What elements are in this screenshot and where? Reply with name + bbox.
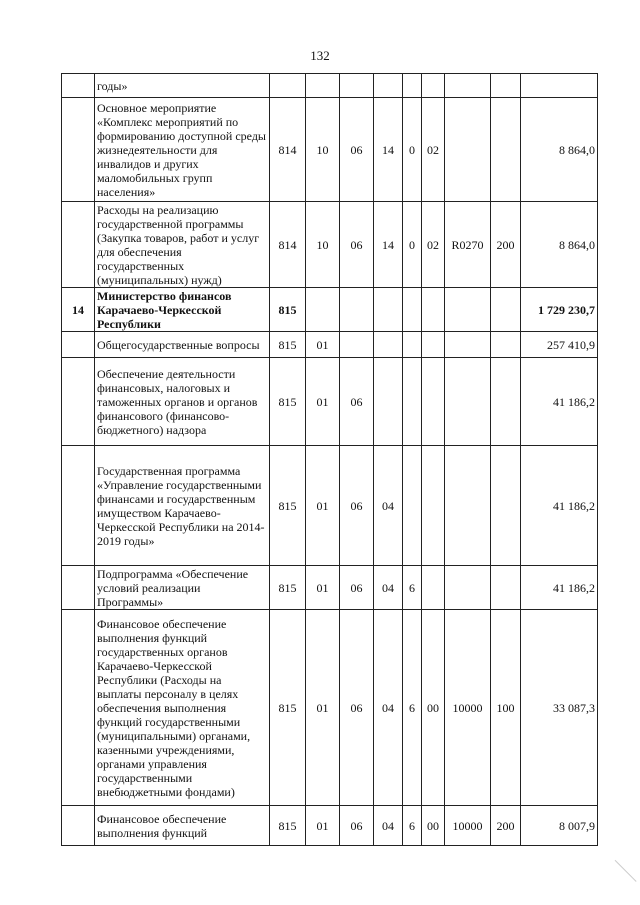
cell-amount: 8 864,0 (521, 98, 598, 202)
cell-target-program: 04 (374, 446, 403, 566)
table-row (62, 98, 598, 202)
cell-target-event: 02 (422, 98, 445, 202)
row-number (62, 202, 95, 288)
table-row (62, 332, 598, 358)
row-number (62, 806, 95, 846)
cell-target-program (374, 358, 403, 446)
cell-target-program: 04 (374, 806, 403, 846)
page-number: 132 (310, 48, 330, 63)
row-name: Подпрограмма «Обеспечение условий реализации Программы» (95, 566, 270, 610)
cell-target-direction (445, 358, 491, 446)
row-name: Основное мероприятие «Комплекс мероприятий по формированию доступной среды жизнедеятельности для инвалидов и других маломобильных групп населения» (95, 98, 270, 202)
cell-amount (521, 74, 598, 98)
cell-subsection-code: 06 (340, 566, 374, 610)
row-name: Расходы на реализацию государственной программы (Закупка товаров, работ и услуг для обеспечения государственных (муниципальных) нужд) (95, 202, 270, 288)
cell-target-subprogram: 6 (403, 566, 422, 610)
cell-target-subprogram: 6 (403, 806, 422, 846)
table-row (62, 566, 598, 610)
table-row (62, 74, 598, 98)
row-name: годы» (95, 74, 270, 98)
cell-subsection-code: 06 (340, 98, 374, 202)
cell-ministry-code: 815 (270, 806, 306, 846)
cell-amount: 257 410,9 (521, 332, 598, 358)
cell-target-program: 14 (374, 202, 403, 288)
row-name: Министерство финансов Карачаево-Черкесской Республики (95, 288, 270, 332)
cell-target-program: 14 (374, 98, 403, 202)
row-name: Государственная программа «Управление государственными финансами и государственным имуществом Карачаево-Черкесской Республики на 2014-2019 годы» (95, 446, 270, 566)
table-row (62, 610, 598, 806)
cell-target-event (422, 332, 445, 358)
cell-section-code: 01 (306, 332, 340, 358)
cell-amount: 33 087,3 (521, 610, 598, 806)
cell-amount: 41 186,2 (521, 358, 598, 446)
cell-ministry-code: 814 (270, 202, 306, 288)
cell-target-subprogram: 0 (403, 98, 422, 202)
cell-target-event: 00 (422, 610, 445, 806)
cell-expense-type: 200 (491, 202, 521, 288)
cell-section-code: 10 (306, 98, 340, 202)
cell-subsection-code (340, 332, 374, 358)
cell-target-subprogram: 0 (403, 202, 422, 288)
cell-target-subprogram (403, 446, 422, 566)
cell-expense-type (491, 446, 521, 566)
row-number (62, 74, 95, 98)
cell-ministry-code: 815 (270, 288, 306, 332)
row-number (62, 446, 95, 566)
cell-section-code: 01 (306, 610, 340, 806)
cell-target-event (422, 74, 445, 98)
cell-subsection-code: 06 (340, 806, 374, 846)
row-name: Обеспечение деятельности финансовых, налоговых и таможенных органов и органов финансового (финансово-бюджетного) надзора (95, 358, 270, 446)
cell-target-program: 04 (374, 566, 403, 610)
cell-target-direction (445, 566, 491, 610)
cell-target-direction (445, 98, 491, 202)
row-number (62, 610, 95, 806)
row-name: Финансовое обеспечение выполнения функций государственных органов Карачаево-Черкесской Республики (Расходы на выплаты персоналу в целях обеспечения выполнения функций государственными (муниципальными) органами, казенными учреждениями, органами управления государственными внебюджетными фондами) (95, 610, 270, 806)
cell-section-code (306, 288, 340, 332)
cell-target-subprogram (403, 74, 422, 98)
cell-expense-type (491, 566, 521, 610)
row-number (62, 332, 95, 358)
cell-target-event: 02 (422, 202, 445, 288)
cell-target-event: 00 (422, 806, 445, 846)
cell-ministry-code: 815 (270, 566, 306, 610)
cell-expense-type (491, 358, 521, 446)
cell-expense-type (491, 98, 521, 202)
row-number (62, 358, 95, 446)
cell-subsection-code: 06 (340, 446, 374, 566)
cell-section-code: 01 (306, 358, 340, 446)
cell-target-direction: 10000 (445, 610, 491, 806)
cell-ministry-code: 815 (270, 358, 306, 446)
cell-expense-type (491, 74, 521, 98)
cell-amount: 41 186,2 (521, 446, 598, 566)
cell-target-subprogram (403, 288, 422, 332)
table-row (62, 202, 598, 288)
row-name: Общегосударственные вопросы (95, 332, 270, 358)
cell-amount: 41 186,2 (521, 566, 598, 610)
cell-section-code (306, 74, 340, 98)
cell-expense-type (491, 332, 521, 358)
table-row (62, 446, 598, 566)
table-row (62, 358, 598, 446)
cell-ministry-code: 815 (270, 610, 306, 806)
cell-section-code: 10 (306, 202, 340, 288)
cell-target-program (374, 74, 403, 98)
cell-target-subprogram: 6 (403, 610, 422, 806)
cell-subsection-code (340, 288, 374, 332)
budget-table (61, 73, 598, 846)
cell-target-direction (445, 288, 491, 332)
cell-target-event (422, 566, 445, 610)
cell-amount: 8 007,9 (521, 806, 598, 846)
cell-subsection-code (340, 74, 374, 98)
cell-subsection-code: 06 (340, 202, 374, 288)
cell-section-code: 01 (306, 806, 340, 846)
cell-ministry-code: 815 (270, 332, 306, 358)
cell-target-event (422, 288, 445, 332)
cell-target-event (422, 358, 445, 446)
cell-target-subprogram (403, 332, 422, 358)
cell-target-program (374, 332, 403, 358)
row-number (62, 98, 95, 202)
row-number: 14 (62, 288, 95, 332)
table-row (62, 288, 598, 332)
cell-section-code: 01 (306, 566, 340, 610)
row-number (62, 566, 95, 610)
scan-artifact (593, 860, 636, 903)
table-row (62, 806, 598, 846)
row-name: Финансовое обеспечение выполнения функций (95, 806, 270, 846)
cell-target-direction (445, 332, 491, 358)
cell-ministry-code: 814 (270, 98, 306, 202)
cell-amount: 1 729 230,7 (521, 288, 598, 332)
cell-target-direction: R0270 (445, 202, 491, 288)
cell-subsection-code: 06 (340, 358, 374, 446)
cell-ministry-code (270, 74, 306, 98)
cell-amount: 8 864,0 (521, 202, 598, 288)
cell-target-program (374, 288, 403, 332)
cell-target-event (422, 446, 445, 566)
cell-expense-type: 100 (491, 610, 521, 806)
cell-target-subprogram (403, 358, 422, 446)
cell-target-program: 04 (374, 610, 403, 806)
cell-expense-type (491, 288, 521, 332)
cell-expense-type: 200 (491, 806, 521, 846)
cell-section-code: 01 (306, 446, 340, 566)
cell-subsection-code: 06 (340, 610, 374, 806)
cell-target-direction: 10000 (445, 806, 491, 846)
cell-target-direction (445, 74, 491, 98)
cell-ministry-code: 815 (270, 446, 306, 566)
cell-target-direction (445, 446, 491, 566)
